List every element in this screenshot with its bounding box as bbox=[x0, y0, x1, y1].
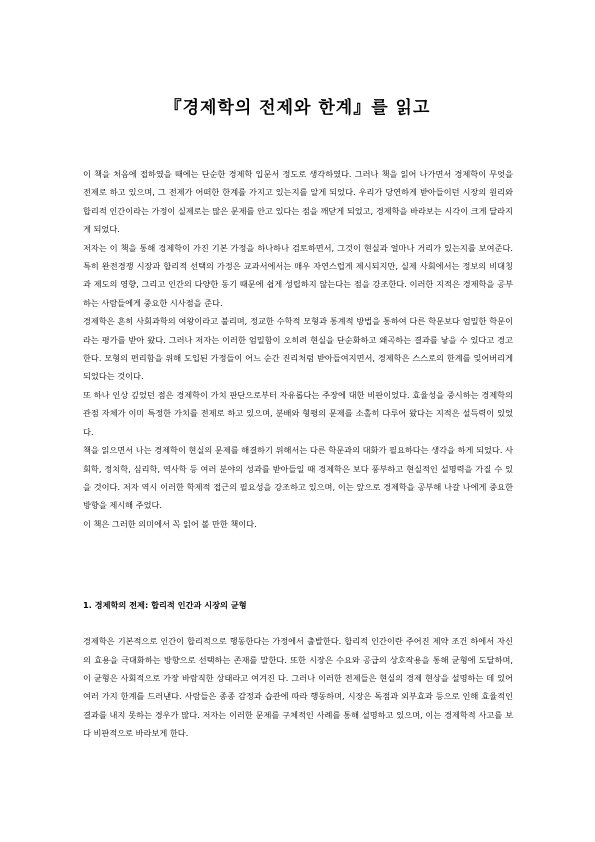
section-heading: 1. 경제학의 전제: 합리적 인간과 시장의 균형 bbox=[83, 600, 247, 610]
paragraph: 또 하나 인상 깊었던 점은 경제학이 가치 판단으로부터 자유롭다는 주장에 대한 비판이었다. 효율성을 중시하는 경제학의 관점 자체가 이미 특정한 가치를 전제로 하고 있으며, 분배와 형평의 문제를 소홀히 다루어 왔다는 지적은 설득력이 있었다. bbox=[83, 389, 513, 437]
paragraph: 책을 읽으면서 나는 경제학이 현실의 문제를 해결하기 위해서는 다른 학문과의 대화가 필요하다는 생각을 하게 되었다. 사회학, 정치학, 심리학, 역사학 등 여러 분야의 성과를 받아들일 때 경제학은 보다 풍부하고 현실적인 설명력을 가질 수 있을 것이다. 저자 역시 이러한 학제적 접근의 필요성을 강조하고 있으며, 이는 앞으로 경제학을 공부해 나갈 나에게 중요한 방향을 제시해 주었다. bbox=[83, 445, 513, 511]
paragraph: 이 책은 그러한 의미에서 꼭 읽어 볼 만한 책이다. bbox=[83, 518, 257, 529]
paragraph: 경제학은 기본적으로 인간이 합리적으로 행동한다는 가정에서 출발한다. 합리적 인간이란 주어진 제약 조건 하에서 자신의 효용을 극대화하는 방향으로 선택하는 존재를 말한다. 또한 시장은 수요와 공급의 상호작용을 통해 균형에 도달하며, 이 균형은 사회적으로 가장 바람직한 상태라고 여겨진 다. 그러나 이러한 전제들은 현실의 경제 현상을 설명하는 데 있어 여러 가지 한계를 드러낸다. 사람들은 종종 감정과 습관에 따라 행동하며, 시장은 독점과 외부효과 등으로 인해 효율적인 결과를 내지 못하는 경우가 많다. 저자는 이러한 문제를 구체적인 사례를 통해 설명하고 있으며, 이는 경제학적 사고를 보다 비판적으로 바라보게 한다. bbox=[83, 636, 513, 739]
document-title: 『경제학의 전제와 한계』를 읽고 bbox=[164, 98, 431, 118]
paragraph: 저자는 이 책을 통해 경제학이 가진 기본 가정을 하나하나 검토하면서, 그것이 현실과 얼마나 거리가 있는지를 보여준다. 특히 완전경쟁 시장과 합리적 선택의 가정은 교과서에서는 매우 자연스럽게 제시되지만, 실제 사회에서는 정보의 비대칭과 제도의 영향, 그리고 인간의 다양한 동기 때문에 쉽게 성립하지 않는다는 점을 강조한다. 이러한 지적은 경제학을 공부하는 사람들에게 중요한 시사점을 준다. bbox=[83, 242, 513, 308]
paragraph: 이 책을 처음에 접하였을 때에는 단순한 경제학 입문서 정도로 생각하였다. 그러나 책을 읽어 나가면서 경제학이 무엇을 전제로 하고 있으며, 그 전제가 어떠한 한계를 가지고 있는지를 알게 되었다. 우리가 당연하게 받아들이던 시장의 원리와 합리적 인간이라는 가정이 실제로는 많은 문제를 안고 있다는 점을 깨닫게 되었고, 경제학을 바라보는 시각이 크게 달라지게 되었다. bbox=[83, 169, 513, 235]
document-body bbox=[83, 165, 513, 533]
paragraph: 경제학은 흔히 사회과학의 여왕이라고 불리며, 정교한 수학적 모형과 통계적 방법을 통하여 다른 학문보다 엄밀한 학문이라는 평가를 받아 왔다. 그러나 저자는 이러한 엄밀함이 오히려 현실을 단순화하고 왜곡하는 결과를 낳을 수 있다고 경고한다. 모형의 편리함을 위해 도입된 가정들이 어느 순간 진리처럼 받아들여지면서, 경제학은 스스로의 한계를 잊어버리게 되었다는 것이다. bbox=[83, 316, 513, 382]
section-body bbox=[83, 624, 513, 751]
